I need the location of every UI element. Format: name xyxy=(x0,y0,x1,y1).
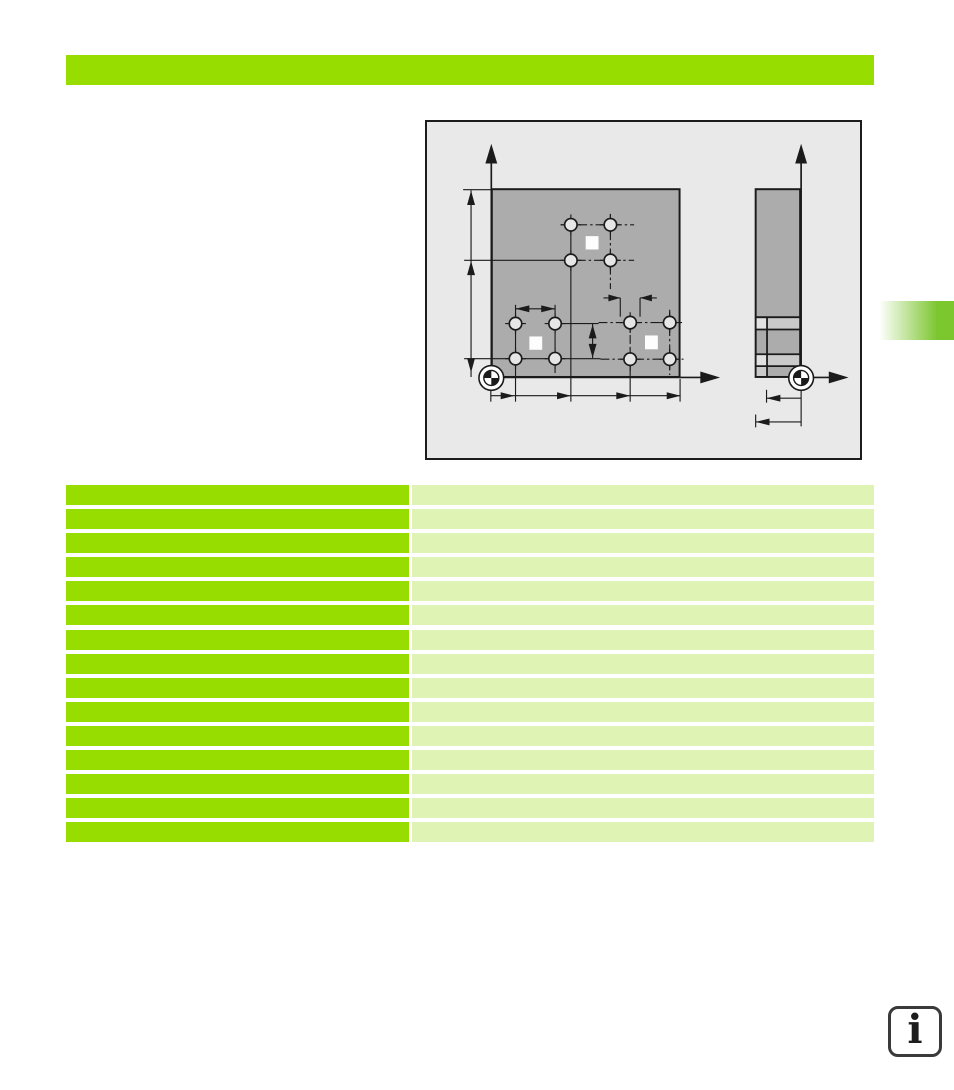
chapter-tab xyxy=(879,301,954,340)
table-cell-label xyxy=(66,557,409,577)
info-glyph: i xyxy=(907,1005,923,1053)
table-cell-label xyxy=(66,774,409,794)
side-view xyxy=(756,144,849,428)
table-row xyxy=(66,822,874,842)
table-cell-label xyxy=(66,798,409,818)
pocket-square xyxy=(645,335,658,349)
table-cell-value xyxy=(412,630,874,650)
table-cell-label xyxy=(66,509,409,529)
table-row xyxy=(66,557,874,577)
table-row xyxy=(66,485,874,505)
table-cell-value xyxy=(412,774,874,794)
pocket-square xyxy=(586,236,599,249)
table-cell-value xyxy=(412,605,874,625)
front-view xyxy=(463,144,720,402)
table-row xyxy=(66,533,874,553)
table-row xyxy=(66,702,874,722)
table-cell-label xyxy=(66,581,409,601)
pocket-square xyxy=(529,336,542,349)
chapter-header-bar xyxy=(66,55,874,85)
table-row xyxy=(66,678,874,698)
table-cell-value xyxy=(412,581,874,601)
table-row xyxy=(66,654,874,674)
table-row xyxy=(66,509,874,529)
table-cell-value xyxy=(412,702,874,722)
dimension-left-vertical xyxy=(463,190,492,377)
table-row xyxy=(66,774,874,794)
table-cell-value xyxy=(412,678,874,698)
table-row xyxy=(66,630,874,650)
table-cell-value xyxy=(412,485,874,505)
dimension-bottom-chain xyxy=(491,379,681,402)
table-cell-label xyxy=(66,750,409,770)
dimension-depth-2 xyxy=(756,415,801,428)
table-cell-value xyxy=(412,509,874,529)
table-cell-label xyxy=(66,678,409,698)
table-cell-label xyxy=(66,702,409,722)
table-row xyxy=(66,798,874,818)
figure-frame xyxy=(425,120,862,460)
info-icon xyxy=(888,1006,942,1057)
table-row xyxy=(66,581,874,601)
table-row xyxy=(66,726,874,746)
table-cell-label xyxy=(66,630,409,650)
table-cell-label xyxy=(66,485,409,505)
table-cell-value xyxy=(412,533,874,553)
table-cell-value xyxy=(412,822,874,842)
table-cell-value xyxy=(412,750,874,770)
table-cell-label xyxy=(66,822,409,842)
table-cell-label xyxy=(66,726,409,746)
table-row xyxy=(66,605,874,625)
content-table xyxy=(66,485,874,846)
table-cell-value xyxy=(412,654,874,674)
table-cell-value xyxy=(412,726,874,746)
technical-drawing xyxy=(427,122,860,458)
table-cell-label xyxy=(66,605,409,625)
table-cell-value xyxy=(412,557,874,577)
table-cell-value xyxy=(412,798,874,818)
table-cell-label xyxy=(66,533,409,553)
table-cell-label xyxy=(66,654,409,674)
table-row xyxy=(66,750,874,770)
